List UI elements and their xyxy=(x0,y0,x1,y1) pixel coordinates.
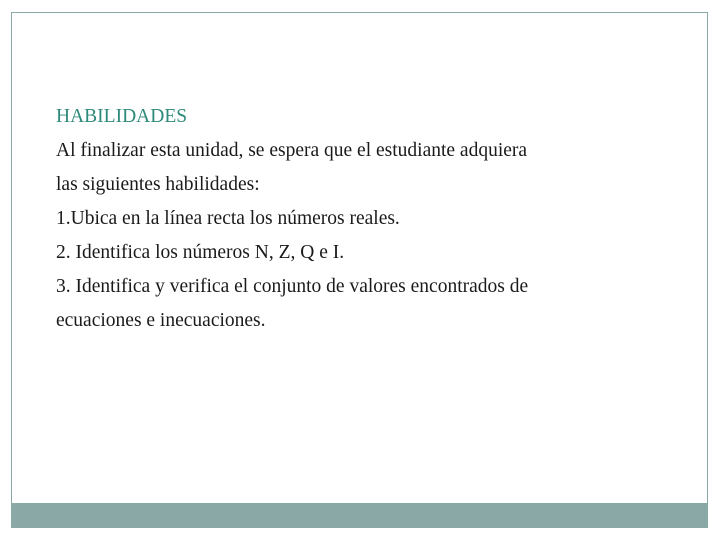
slide-content xyxy=(56,100,676,338)
body-line-intro: Al finalizar esta unidad, se espera que el estudiante adquiera xyxy=(56,140,528,161)
skill-item-3: 3. Identifica y verifica el conjunto de valores encontrados de xyxy=(56,276,529,297)
skill-item-2: 2. Identifica los números N, Z, Q e I. xyxy=(56,242,345,263)
footer-accent-bar xyxy=(11,503,708,528)
skill-item-1: 1.Ubica en la línea recta los números reales. xyxy=(56,208,400,229)
body-line-intro-continued: las siguientes habilidades: xyxy=(56,174,260,195)
skill-item-3-continued: ecuaciones e inecuaciones. xyxy=(56,310,266,331)
slide-heading: HABILIDADES xyxy=(56,106,188,127)
